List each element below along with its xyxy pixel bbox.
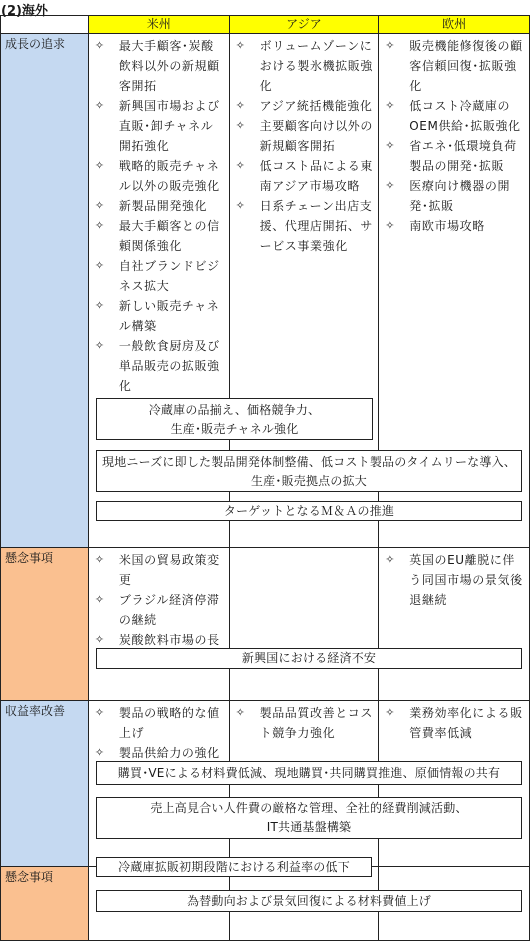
list-item bbox=[95, 156, 225, 196]
list-item-text: 業務効率化による販管費率低減 bbox=[409, 706, 523, 740]
list-item-text: 省エネ･低環境負荷製品の開発･拡販 bbox=[409, 139, 517, 173]
list-item-text: ボリュームゾーンにおける製氷機拡販強化 bbox=[259, 39, 374, 93]
row-label-growth: 成長の追求 bbox=[1, 34, 89, 548]
list-item-text: 一般飲食厨房及び単品販売の拡販強化 bbox=[118, 339, 220, 393]
bullet-list bbox=[89, 701, 229, 765]
row-label-concern-2: 懸念事項 bbox=[1, 867, 89, 941]
cell-concern1-asia bbox=[229, 548, 379, 701]
diamond-bullet-icon: ✧ bbox=[94, 299, 105, 312]
list-item bbox=[236, 36, 375, 96]
list-item-text: 炭酸飲料市場の長 bbox=[118, 633, 220, 647]
diamond-bullet-icon: ✧ bbox=[235, 159, 246, 172]
diamond-bullet-icon: ✧ bbox=[94, 259, 105, 272]
list-item bbox=[95, 296, 225, 336]
list-item-text: アジア統括機能強化 bbox=[259, 99, 373, 113]
diamond-bullet-icon: ✧ bbox=[235, 706, 246, 719]
bullet-list bbox=[89, 34, 229, 398]
list-item bbox=[95, 256, 225, 296]
box-refrigerator-lineup: 冷蔵庫の品揃え、価格競争力、 生産･販売チャネル強化 bbox=[96, 398, 373, 440]
box-procurement-ve: 購買･VEによる材料費低減、現地購買･共同購買推進、原価情報の共有 bbox=[96, 761, 522, 785]
diamond-bullet-icon: ✧ bbox=[235, 99, 246, 112]
list-item bbox=[236, 703, 375, 743]
list-item bbox=[385, 550, 525, 610]
list-item-text: 販売機能修復後の顧客信頼回復･拡販強化 bbox=[409, 39, 523, 93]
list-item bbox=[236, 196, 375, 256]
row-label-profit: 収益率改善 bbox=[1, 701, 89, 867]
list-item-text: 戦略的販売チャネル以外の販売強化 bbox=[118, 159, 220, 193]
col-header-europe: 欧州 bbox=[379, 16, 530, 34]
diamond-bullet-icon: ✧ bbox=[235, 39, 246, 52]
list-item-text: 製品の戦略的な値上げ bbox=[118, 706, 220, 740]
list-item-text: 英国のEU離脱に伴う同国市場の景気後退継続 bbox=[409, 553, 523, 607]
list-item-text: 新興国市場および直販･卸チャネル開拓強化 bbox=[118, 99, 220, 153]
bullet-list bbox=[379, 548, 529, 612]
box-fx-material-cost: 為替動向および景気回復による材料費値上げ bbox=[96, 890, 522, 912]
list-item-text: 低コスト品による東南アジア市場攻略 bbox=[259, 159, 374, 193]
list-item-text: ブラジル経済停滞の継続 bbox=[118, 593, 220, 627]
box-margin-decline: 冷蔵庫拡販初期段階における利益率の低下 bbox=[96, 857, 372, 877]
diamond-bullet-icon: ✧ bbox=[94, 199, 105, 212]
diamond-bullet-icon: ✧ bbox=[94, 593, 105, 606]
box-emerging-economy: 新興国における経済不安 bbox=[96, 648, 522, 669]
box-local-needs-development: 現地ニーズに即した製品開発体制整備、低コスト製品のタイムリーな導入、 生産･販売拠点の拡大 bbox=[96, 450, 522, 492]
list-item-text: 主要顧客向け以外の新規顧客開拓 bbox=[259, 119, 374, 153]
list-item bbox=[236, 96, 375, 116]
list-item-text: 自社ブランドビジネス拡大 bbox=[118, 259, 220, 293]
list-item bbox=[385, 703, 525, 743]
list-item bbox=[385, 36, 525, 96]
diamond-bullet-icon: ✧ bbox=[94, 39, 105, 52]
list-item bbox=[385, 136, 525, 176]
header-corner bbox=[1, 16, 89, 34]
diamond-bullet-icon: ✧ bbox=[385, 39, 396, 52]
box-mna: ターゲットとなるＭ＆Ａの推進 bbox=[96, 501, 522, 521]
diamond-bullet-icon: ✧ bbox=[385, 99, 396, 112]
diamond-bullet-icon: ✧ bbox=[94, 99, 105, 112]
diamond-bullet-icon: ✧ bbox=[94, 219, 105, 232]
list-item bbox=[385, 96, 525, 136]
diamond-bullet-icon: ✧ bbox=[385, 219, 396, 232]
cell-concern1-americas bbox=[88, 548, 229, 701]
list-item bbox=[95, 96, 225, 156]
list-item-text: 南欧市場攻略 bbox=[409, 219, 485, 233]
list-item bbox=[236, 116, 375, 156]
header-row bbox=[1, 16, 530, 34]
list-item bbox=[236, 156, 375, 196]
list-item bbox=[95, 703, 225, 743]
col-header-asia: アジア bbox=[229, 16, 379, 34]
diamond-bullet-icon: ✧ bbox=[94, 553, 105, 566]
diamond-bullet-icon: ✧ bbox=[94, 746, 105, 759]
list-item-text: 日系チェーン出店支援、代理店開拓、サービス事業強化 bbox=[259, 199, 374, 253]
list-item bbox=[95, 216, 225, 256]
list-item bbox=[95, 743, 225, 763]
list-item-text: 最大手顧客･炭酸飲料以外の新規顧客開拓 bbox=[118, 39, 220, 93]
row-concern-1 bbox=[1, 548, 530, 701]
box-personnel-cost: 売上高見合い人件費の厳格な管理、全社的経費削減活動、 IT共通基盤構築 bbox=[96, 797, 522, 839]
diamond-bullet-icon: ✧ bbox=[94, 339, 105, 352]
diamond-bullet-icon: ✧ bbox=[385, 706, 396, 719]
list-item-text: 米国の貿易政策変更 bbox=[118, 553, 220, 587]
list-item-text: 製品供給力の強化 bbox=[118, 746, 220, 760]
row-label-concern-1: 懸念事項 bbox=[1, 548, 89, 701]
list-item bbox=[95, 196, 225, 216]
list-item-text: 新しい販売チャネル構築 bbox=[118, 299, 220, 333]
list-item bbox=[95, 550, 225, 590]
diamond-bullet-icon: ✧ bbox=[94, 706, 105, 719]
bullet-list bbox=[379, 34, 529, 238]
diamond-bullet-icon: ✧ bbox=[385, 179, 396, 192]
diamond-bullet-icon: ✧ bbox=[94, 159, 105, 172]
cell-concern1-europe bbox=[379, 548, 530, 701]
diamond-bullet-icon: ✧ bbox=[385, 139, 396, 152]
diamond-bullet-icon: ✧ bbox=[235, 119, 246, 132]
list-item-text: 低コスト冷蔵庫のOEM供給･拡販強化 bbox=[409, 99, 521, 133]
list-item bbox=[95, 590, 225, 630]
diamond-bullet-icon: ✧ bbox=[94, 633, 105, 646]
list-item-text: 最大手顧客との信頼関係強化 bbox=[118, 219, 220, 253]
diamond-bullet-icon: ✧ bbox=[235, 199, 246, 212]
list-item bbox=[385, 176, 525, 216]
bullet-list bbox=[230, 34, 379, 258]
bullet-list bbox=[379, 701, 529, 745]
section-title: (2)海外 bbox=[1, 4, 48, 19]
bullet-list bbox=[230, 701, 379, 745]
list-item bbox=[95, 36, 225, 96]
diamond-bullet-icon: ✧ bbox=[385, 553, 396, 566]
list-item-text: 医療向け機器の開発･拡販 bbox=[409, 179, 511, 213]
list-item bbox=[95, 336, 225, 396]
bullet-list bbox=[230, 548, 379, 552]
list-item-text: 新製品開発強化 bbox=[118, 199, 208, 213]
col-header-americas: 米州 bbox=[88, 16, 229, 34]
list-item-text: 製品品質改善とコスト競争力強化 bbox=[259, 706, 374, 740]
list-item bbox=[385, 216, 525, 236]
